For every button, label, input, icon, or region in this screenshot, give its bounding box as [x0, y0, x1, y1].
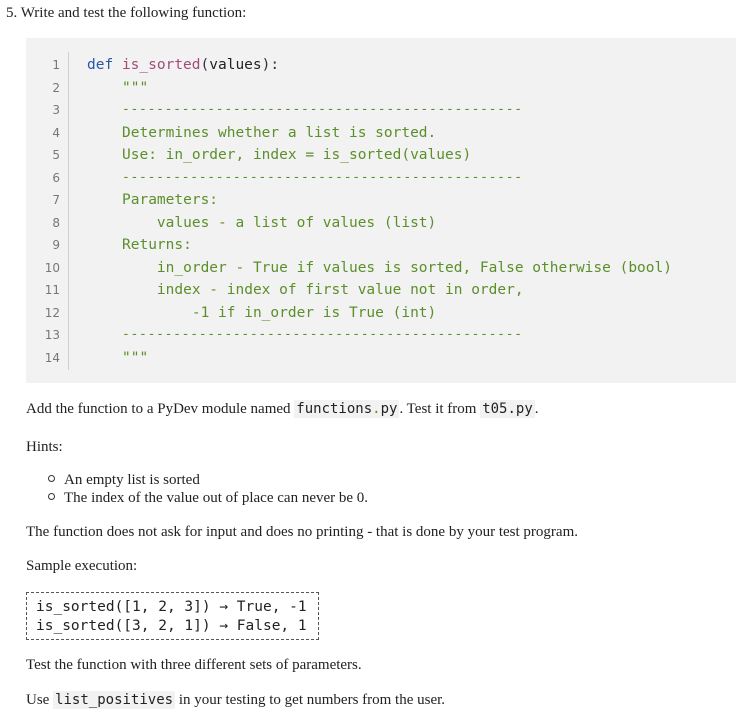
code-line: Use: in_order, index = is_sorted(values): [122, 147, 472, 163]
question-title: 5. Write and test the following function:: [6, 5, 247, 21]
instructions-text: Add the function to a PyDev module named: [26, 401, 295, 417]
open-paren: (: [200, 57, 210, 73]
module-name-ext: py: [380, 401, 398, 417]
instructions-paragraph: [26, 401, 539, 418]
line-number: 13: [44, 328, 60, 342]
def-keyword: def: [87, 57, 114, 73]
test-file-code: t05.py: [482, 401, 533, 417]
module-name-dot: .: [372, 401, 381, 417]
gutter-separator: [68, 52, 69, 370]
line-number: 7: [52, 193, 60, 207]
line-number: 14: [44, 351, 60, 365]
parameter-name: values: [209, 57, 262, 73]
note-paragraph: The function does not ask for input and does no printing - that is done by your test program.: [26, 524, 578, 540]
code-line: in_order - True if values is sorted, False otherwise (bool): [122, 260, 672, 276]
code-line: Parameters:: [122, 192, 219, 208]
code-line: index - index of first value not in order,: [122, 282, 524, 298]
line-number: 3: [52, 103, 60, 117]
line-number: 1: [52, 58, 60, 72]
code-block: [26, 38, 736, 383]
sample-line: is_sorted([1, 2, 3]) → True, -1: [36, 599, 307, 615]
sample-execution-box: [26, 592, 319, 640]
line-number: 12: [44, 306, 60, 320]
test-note-paragraph: Test the function with three different sets of parameters.: [26, 657, 362, 673]
line-number: 11: [44, 283, 60, 297]
function-name: is_sorted: [121, 57, 201, 73]
sample-heading: Sample execution:: [26, 558, 138, 574]
close-paren: ):: [261, 57, 280, 73]
bullet-icon: [48, 475, 55, 482]
line-number: 4: [52, 126, 60, 140]
use-note-text: in your testing to get numbers from the user.: [175, 692, 446, 708]
use-note-paragraph: [26, 692, 445, 709]
code-line: Returns:: [122, 237, 192, 253]
instructions-text: .: [534, 401, 539, 417]
line-number: 5: [52, 148, 60, 162]
code-line: Determines whether a list is sorted.: [122, 125, 437, 141]
line-number: 9: [52, 238, 60, 252]
bullet-icon: [48, 493, 55, 500]
hint-text: An empty list is sorted: [64, 472, 200, 488]
hint-item: [48, 490, 368, 507]
code-line: -----------------------------------------------: [122, 327, 523, 342]
code-line: -----------------------------------------------: [122, 170, 523, 185]
line-number: 8: [52, 216, 60, 230]
sample-line: is_sorted([3, 2, 1]) → False, 1: [36, 618, 307, 634]
hint-text: The index of the value out of place can never be 0.: [64, 490, 369, 506]
line-number: 2: [52, 81, 60, 95]
line-number: 10: [44, 261, 60, 275]
code-line: -----------------------------------------------: [122, 102, 523, 117]
hint-item: [48, 472, 200, 489]
code-line: -1 if in_order is True (int): [122, 305, 437, 321]
hints-heading: Hints:: [26, 439, 63, 455]
line-number: 6: [52, 171, 60, 185]
use-note-text: Use: [26, 692, 54, 708]
instructions-text: . Test it from: [399, 401, 481, 417]
code-line: """: [122, 350, 149, 366]
code-line: values - a list of values (list): [122, 215, 437, 231]
module-name-base: functions: [296, 401, 373, 417]
module-name-code: [294, 400, 399, 418]
code-line: """: [122, 80, 149, 96]
list-positives-code: list_positives: [55, 692, 174, 708]
code-line-def: [87, 56, 279, 74]
